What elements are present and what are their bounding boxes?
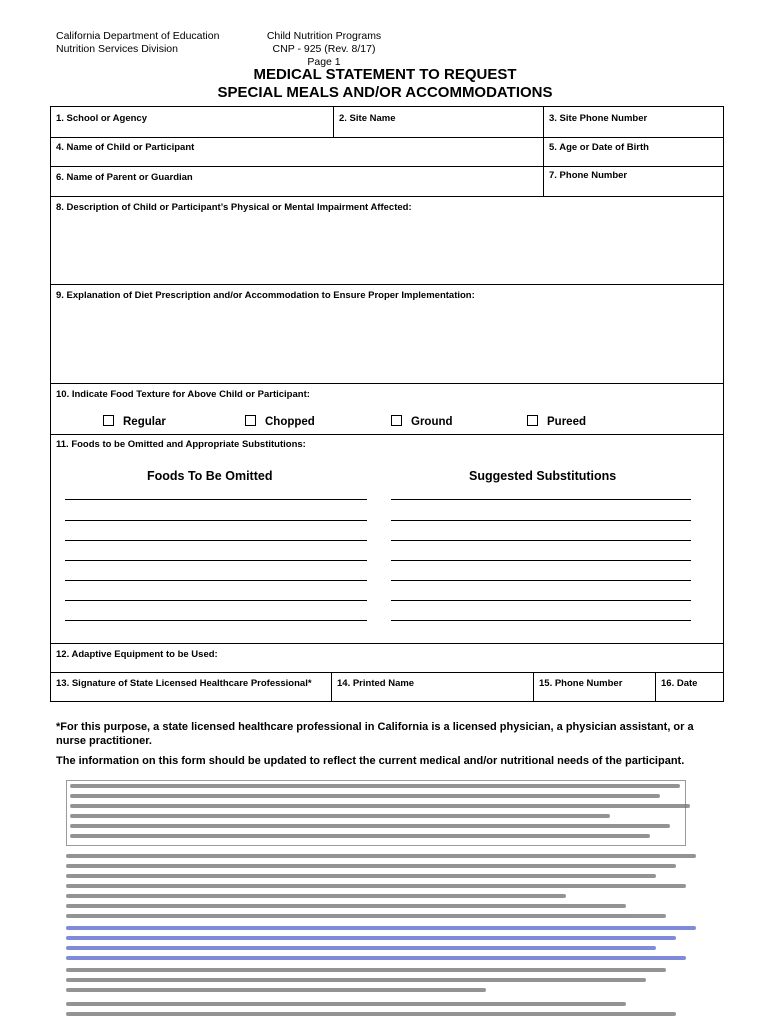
- program-line-1: Child Nutrition Programs: [266, 30, 382, 42]
- omitted-line[interactable]: [65, 600, 367, 601]
- page-number: Page 1: [307, 56, 341, 68]
- row-divider: [51, 383, 723, 384]
- substitution-line[interactable]: [391, 540, 691, 541]
- texture-option-chopped[interactable]: Chopped: [245, 415, 315, 428]
- omitted-line[interactable]: [65, 620, 367, 621]
- texture-option-regular[interactable]: Regular: [103, 415, 166, 428]
- phone-field[interactable]: 7. Phone Number: [549, 170, 628, 181]
- row-divider: [51, 643, 723, 644]
- agency-header: [56, 30, 219, 56]
- omitted-line[interactable]: [65, 520, 367, 521]
- date-field[interactable]: 16. Date: [661, 678, 698, 689]
- dept-line-1: California Department of Education: [56, 30, 220, 42]
- omitted-line[interactable]: [65, 560, 367, 561]
- substitution-line[interactable]: [391, 620, 691, 621]
- adaptive-equipment-field[interactable]: 12. Adaptive Equipment to be Used:: [56, 649, 218, 660]
- omitted-line[interactable]: [65, 540, 367, 541]
- form-title-line-2: SPECIAL MEALS AND/OR ACCOMMODATIONS: [217, 84, 553, 101]
- update-notice: The information on this form should be updated to reflect the current medical and/or nutritional needs of the participant.: [56, 755, 685, 767]
- parent-name-field[interactable]: 6. Name of Parent or Guardian: [56, 172, 193, 183]
- site-name-field[interactable]: 2. Site Name: [339, 113, 396, 124]
- school-agency-field[interactable]: 1. School or Agency: [56, 113, 147, 124]
- checkbox[interactable]: [103, 415, 114, 426]
- site-phone-field[interactable]: 3. Site Phone Number: [549, 113, 648, 124]
- printed-name-field[interactable]: 14. Printed Name: [337, 678, 415, 689]
- texture-option-pureed[interactable]: Pureed: [527, 415, 586, 428]
- foods-omitted-heading: Foods To Be Omitted: [147, 469, 273, 483]
- program-header: [262, 30, 386, 69]
- substitution-line[interactable]: [391, 520, 691, 521]
- child-name-field[interactable]: 4. Name of Child or Participant: [56, 142, 195, 153]
- checkbox[interactable]: [391, 415, 402, 426]
- foods-omitted-label: 11. Foods to be Omitted and Appropriate Substitutions:: [56, 439, 306, 450]
- texture-option-ground[interactable]: Ground: [391, 415, 453, 428]
- impairment-description-field[interactable]: 8. Description of Child or Participant’s Physical or Mental Impairment Affected:: [56, 202, 412, 213]
- blurred-instructions-text: [54, 772, 724, 1020]
- diet-prescription-field[interactable]: 9. Explanation of Diet Prescription and/or Accommodation to Ensure Proper Implementation:: [56, 290, 475, 301]
- omitted-line[interactable]: [65, 499, 367, 500]
- checkbox[interactable]: [527, 415, 538, 426]
- healthcare-professional-footnote: *For this purpose, a state licensed healthcare professional in California is a licensed physician, a physician assistant, or a nurse practitioner.: [56, 721, 694, 747]
- row-divider: [51, 284, 723, 285]
- substitution-line[interactable]: [391, 600, 691, 601]
- row-divider: [51, 196, 723, 197]
- substitution-line[interactable]: [391, 499, 691, 500]
- program-line-2: CNP - 925 (Rev. 8/17): [272, 43, 376, 55]
- dept-line-2: Nutrition Services Division: [56, 43, 178, 55]
- form-title-line-1: MEDICAL STATEMENT TO REQUEST: [253, 66, 517, 83]
- omitted-line[interactable]: [65, 580, 367, 581]
- food-texture-label: 10. Indicate Food Texture for Above Child or Participant:: [56, 389, 310, 400]
- signature-field[interactable]: 13. Signature of State Licensed Healthcare Professional*: [56, 678, 312, 689]
- row-divider: [51, 672, 723, 673]
- substitutions-heading: Suggested Substitutions: [469, 469, 617, 483]
- medical-statement-form: [50, 106, 724, 702]
- age-dob-field[interactable]: 5. Age or Date of Birth: [549, 142, 649, 153]
- checkbox[interactable]: [245, 415, 256, 426]
- blurred-text-lines: [54, 772, 724, 1020]
- professional-phone-field[interactable]: 15. Phone Number: [539, 678, 623, 689]
- substitution-line[interactable]: [391, 580, 691, 581]
- substitution-line[interactable]: [391, 560, 691, 561]
